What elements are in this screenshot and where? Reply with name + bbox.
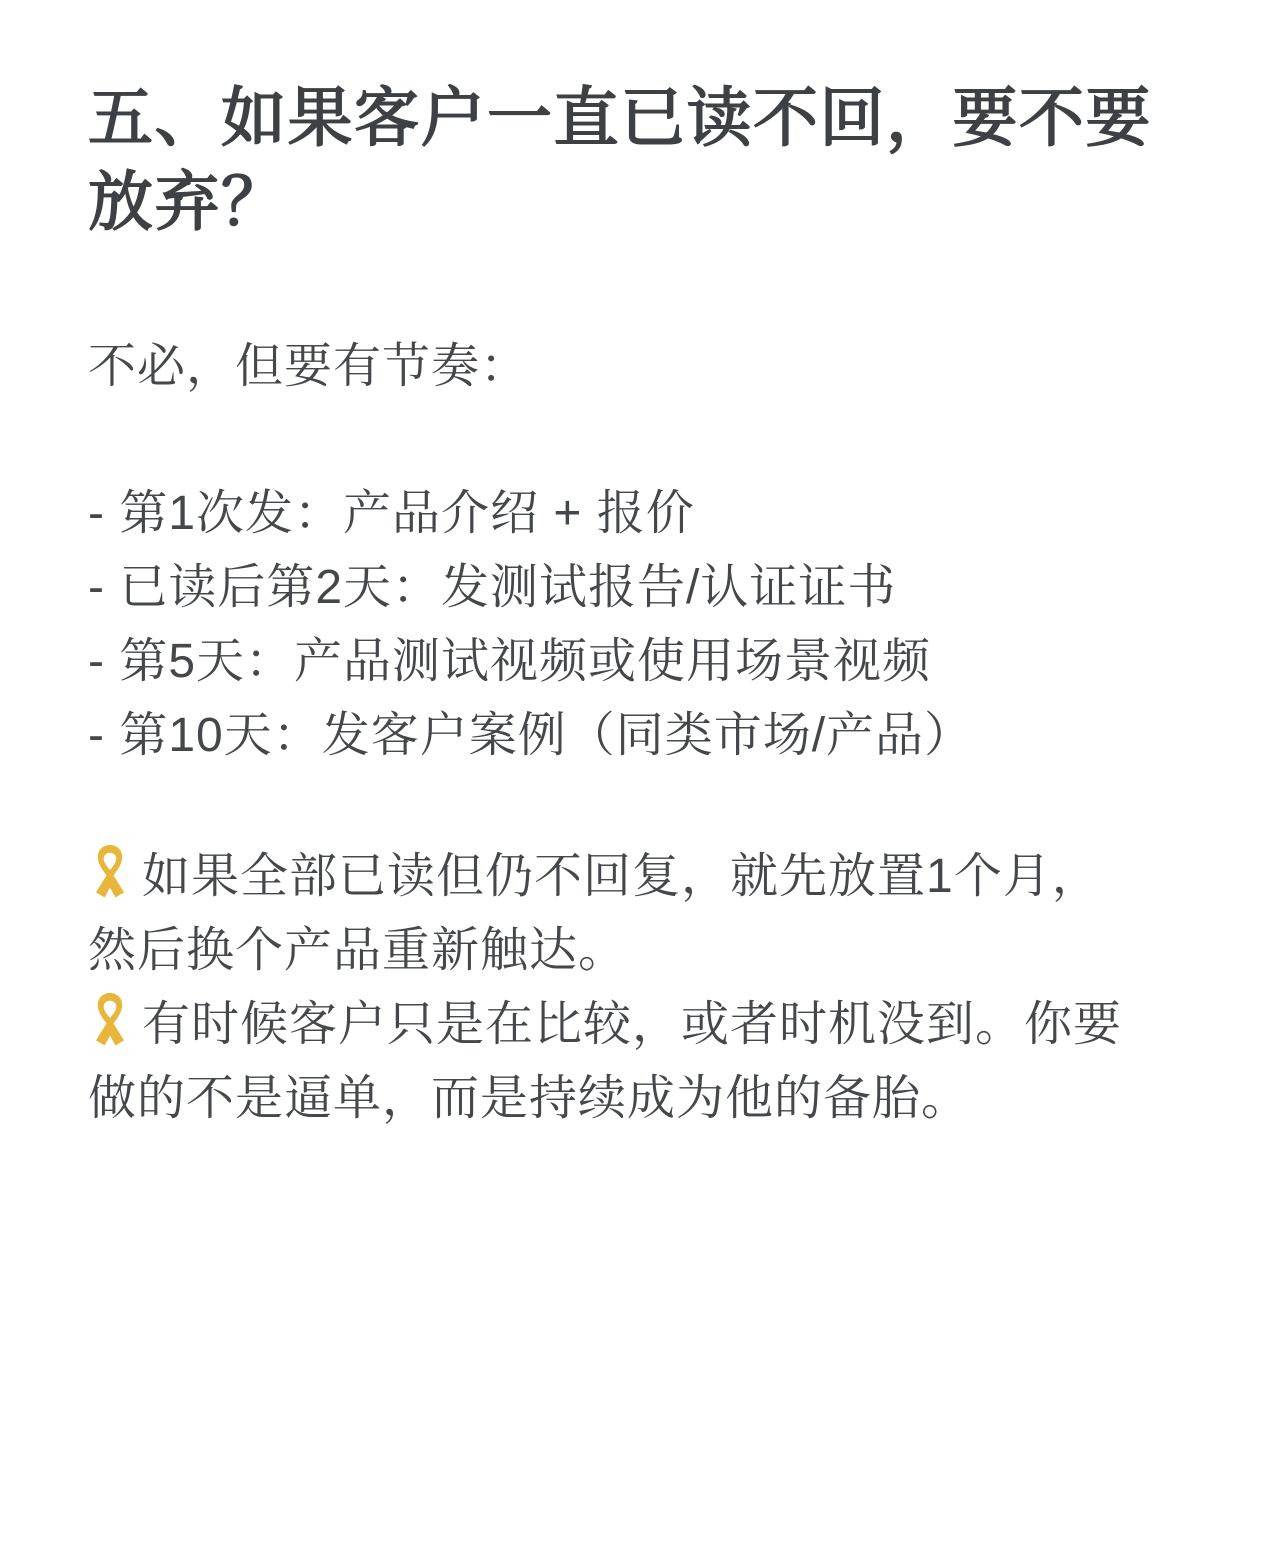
list-item: - 第1次发：产品介绍 + 报价 xyxy=(88,487,695,540)
list-item: - 第10天：发客户案例（同类市场/产品） xyxy=(88,709,974,762)
tip-text: 有时候客户只是在比较，或者时机没到。你要做的不是逼单，而是持续成为他的备胎。 xyxy=(88,998,1123,1125)
tip-item xyxy=(88,840,1136,988)
list-item: - 第5天：产品测试视频或使用场景视频 xyxy=(88,635,932,688)
yellow-ribbon-icon xyxy=(88,844,132,901)
tip-text: 如果全部已读但仍不回复，就先放置1个月，然后换个产品重新触达。 xyxy=(88,850,1101,977)
intro-paragraph: 不必，但要有节奏： xyxy=(88,340,530,393)
follow-up-schedule-list xyxy=(88,477,1136,773)
tip-item xyxy=(88,988,1136,1136)
page-title: 五、如果客户一直已读不回，要不要放弃？ xyxy=(88,81,1153,238)
tips-block xyxy=(88,840,1136,1136)
list-item: - 已读后第2天：发测试报告/认证证书 xyxy=(88,561,897,614)
yellow-ribbon-icon xyxy=(88,992,132,1049)
